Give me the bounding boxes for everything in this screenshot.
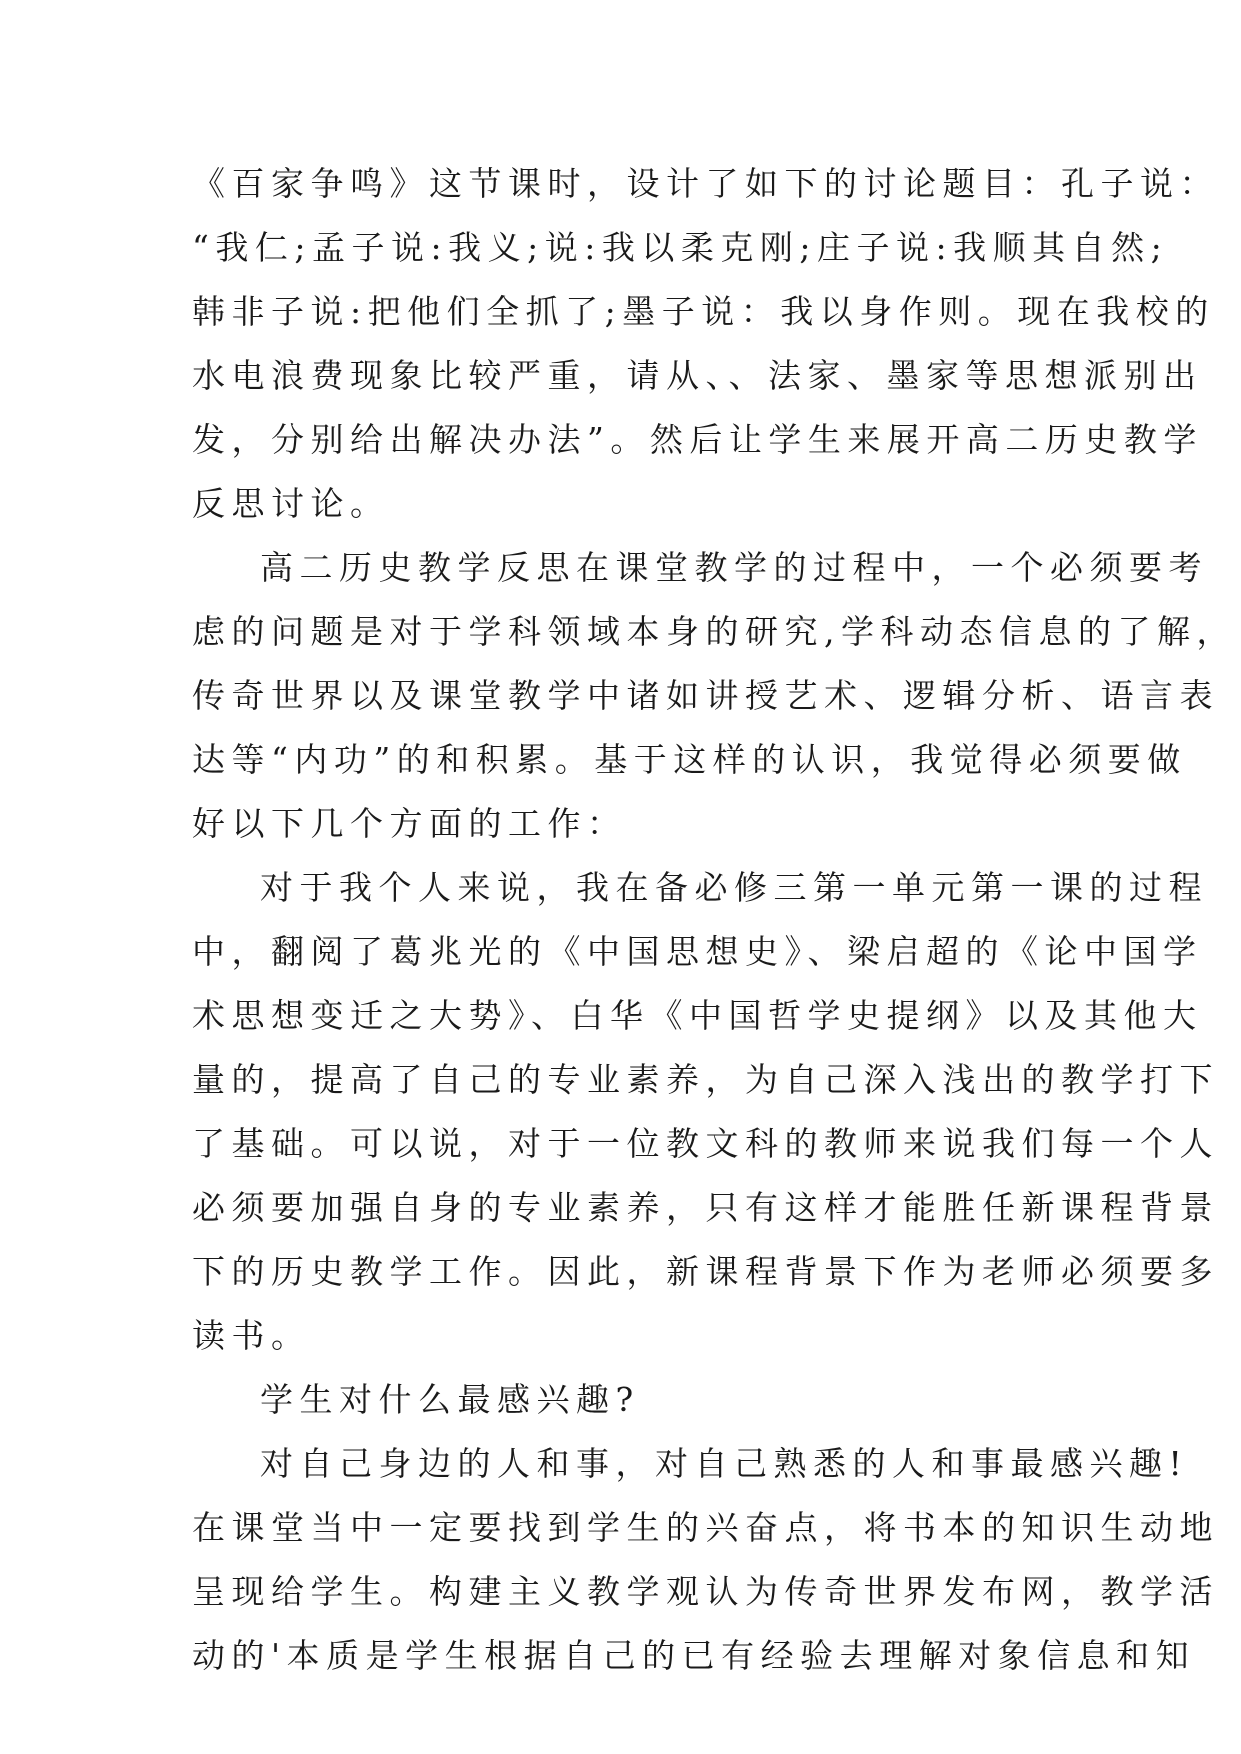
text-line: 量的，提高了自己的专业素养，为自己深入浅出的教学打下 [192, 1060, 1219, 1099]
text-line: 必须要加强自身的专业素养，只有这样才能胜任新课程背景 [192, 1188, 1219, 1227]
paragraph [192, 1432, 1219, 1688]
text-line: 了基础。可以说，对于一位教文科的教师来说我们每一个人 [192, 1124, 1219, 1163]
text-line: 下的历史教学工作。因此，新课程背景下作为老师必须要多 [192, 1252, 1219, 1291]
text-line: 发，分别给出解决办法”。然后让学生来展开高二历史教学 [192, 420, 1203, 459]
text-line: “我仁;孟子说:我义;说:我以柔克刚;庄子说:我顺其自然; [192, 228, 1169, 267]
text-line: 韩非子说:把他们全抓了;墨子说：我以身作则。现在我校的 [192, 292, 1215, 331]
text-line: 学生对什么最感兴趣? [260, 1380, 640, 1419]
text-line: 读书。 [192, 1316, 311, 1355]
text-line: 对于我个人来说，我在备必修三第一单元第一课的过程 [260, 868, 1208, 907]
text-line: 《百家争鸣》这节课时，设计了如下的讨论题目：孔子说： [192, 164, 1219, 203]
text-line: 传奇世界以及课堂教学中诸如讲授艺术、逻辑分析、语言表 [192, 676, 1219, 715]
paragraph [192, 1368, 1052, 1432]
text-line: 高二历史教学反思在课堂教学的过程中，一个必须要考 [260, 548, 1208, 587]
text-line: 动的'本质是学生根据自己的已有经验去理解对象信息和知 [192, 1636, 1196, 1675]
paragraph [192, 152, 1219, 536]
text-line: 达等“内功”的和积累。基于这样的认识，我觉得必须要做 [192, 740, 1187, 779]
paragraph [192, 536, 1236, 856]
text-line: 在课堂当中一定要找到学生的兴奋点，将书本的知识生动地 [192, 1508, 1219, 1547]
text-line: 术思想变迁之大势》、白华《中国哲学史提纲》以及其他大 [192, 996, 1203, 1035]
text-line: 中，翻阅了葛兆光的《中国思想史》、梁启超的《论中国学 [192, 932, 1203, 971]
text-line: 虑的问题是对于学科领域本身的研究,学科动态信息的了解， [192, 612, 1236, 651]
text-line: 好以下几个方面的工作： [192, 804, 627, 843]
document-body [192, 152, 1236, 1688]
text-line: 对自己身边的人和事，对自己熟悉的人和事最感兴趣! [260, 1444, 1189, 1483]
text-line: 水电浪费现象比较严重，请从、、法家、墨家等思想派别出 [192, 356, 1203, 395]
paragraph [192, 856, 1219, 1368]
text-line: 反思讨论。 [192, 484, 390, 523]
text-line: 呈现给学生。构建主义教学观认为传奇世界发布网，教学活 [192, 1572, 1219, 1611]
